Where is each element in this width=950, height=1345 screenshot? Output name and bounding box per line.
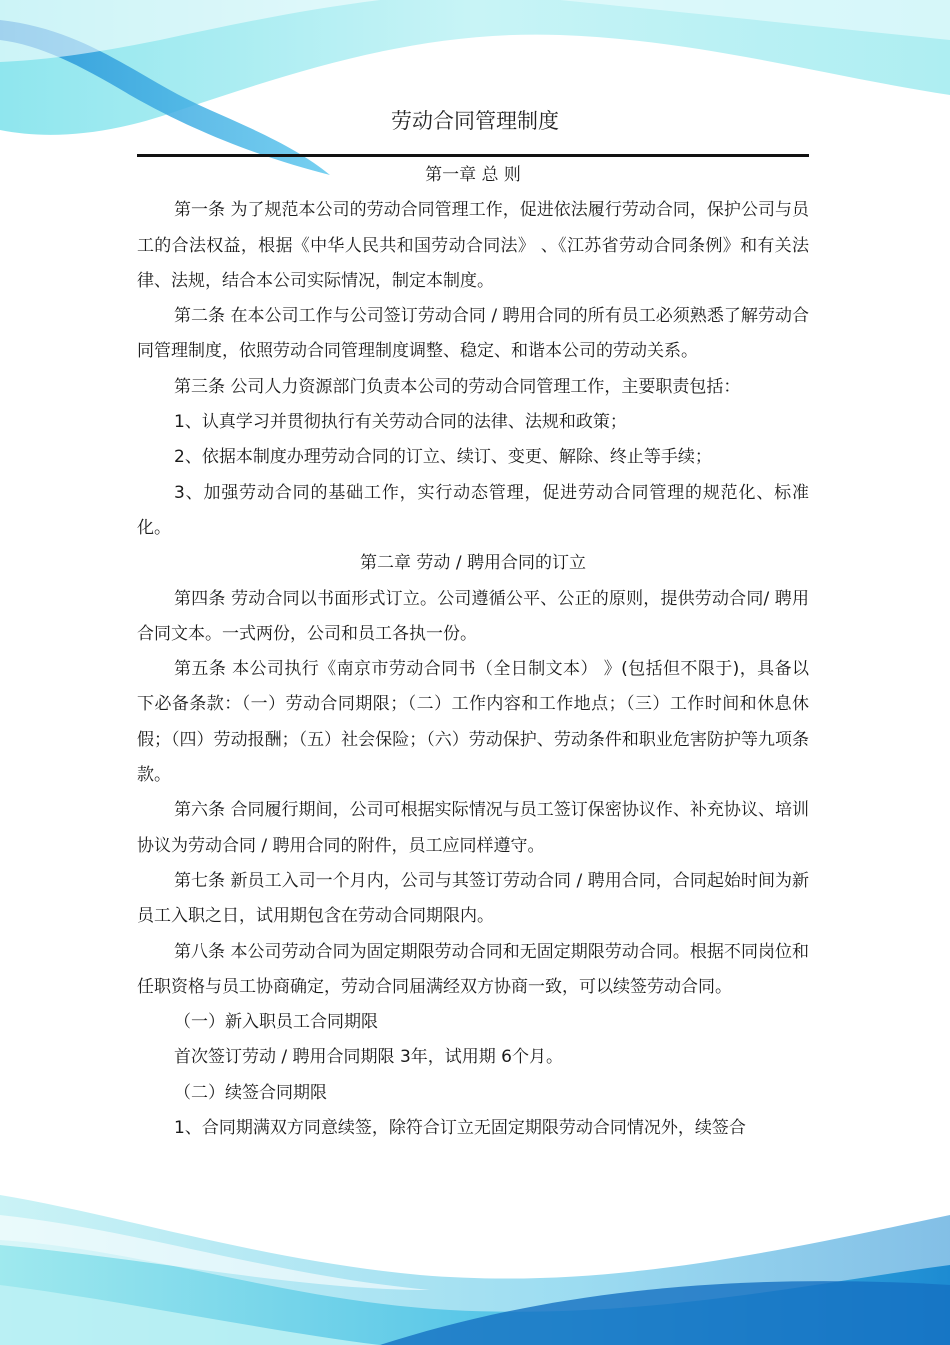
chapter-2-heading: 第二章 劳动 / 聘用合同的订立 — [360, 553, 586, 574]
document-title: 劳动合同管理制度 — [391, 109, 559, 133]
article-8-text-1: 首次签订劳动 / 聘用合同期限 3年，试用期 6个月。 — [174, 1047, 563, 1068]
article-1: 第一条 为了规范本公司的劳动合同管理工作，促进依法履行劳动合同，保护公司与员工的合法权益，根据《中华人民共和国劳动合同法》 、《江苏省劳动合同条例》和有关法律、法规，结合本公司实际情况，制定本制度。 — [137, 200, 809, 291]
chapter-1-heading: 第一章 总 则 — [425, 165, 521, 185]
article-7: 第七条 新员工入司一个月内，公司与其签订劳动合同 / 聘用合同，合同起始时间为新员工入职之日，试用期包含在劳动合同期限内。 — [137, 870, 809, 927]
article-8-subheading-1: （一）新入职员工合同期限 — [174, 1012, 378, 1033]
article-8-subheading-2: （二）续签合同期限 — [174, 1082, 327, 1103]
title-divider — [137, 154, 809, 157]
article-8: 第八条 本公司劳动合同为固定期限劳动合同和无固定期限劳动合同。根据不同岗位和任职资格与员工协商确定，劳动合同届满经双方协商一致，可以续签劳动合同。 — [137, 941, 809, 997]
article-5: 第五条 本公司执行《南京市劳动合同书（全日制文本） 》(包括但不限于)，具备以下必备条款：（一）劳动合同期限；（二）工作内容和工作地点；（三）工作时间和休息休假；（四）劳动报酬；（五）社会保险；（六）劳动保护、劳动条件和职业危害防护等九项条款。 — [137, 659, 809, 786]
article-8-text-2: 1、合同期满双方同意续签，除符合订立无固定期限劳动合同情况外，续签合 — [174, 1118, 746, 1139]
article-3-item-3: 3、加强劳动合同的基础工作，实行动态管理，促进劳动合同管理的规范化、标准化。 — [137, 482, 809, 538]
article-2: 第二条 在本公司工作与公司签订劳动合同 / 聘用合同的所有员工必须熟悉了解劳动合同管理制度，依照劳动合同管理制度调整、稳定、和谐本公司的劳动关系。 — [137, 306, 809, 362]
article-6: 第六条 合同履行期间，公司可根据实际情况与员工签订保密协议作、补充协议、培训协议为劳动合同 / 聘用合同的附件，员工应同样遵守。 — [137, 800, 809, 856]
document-body — [137, 158, 809, 1146]
article-3-item-1: 1、认真学习并贯彻执行有关劳动合同的法律、法规和政策； — [174, 412, 627, 433]
article-3: 第三条 公司人力资源部门负责本公司的劳动合同管理工作，主要职责包括： — [174, 376, 741, 397]
article-3-item-2: 2、依据本制度办理劳动合同的订立、续订、变更、解除、终止等手续； — [174, 447, 712, 468]
article-4: 第四条 劳动合同以书面形式订立。公司遵循公平、公正的原则，提供劳动合同/ 聘用合同文本。一式两份，公司和员工各执一份。 — [137, 588, 809, 644]
